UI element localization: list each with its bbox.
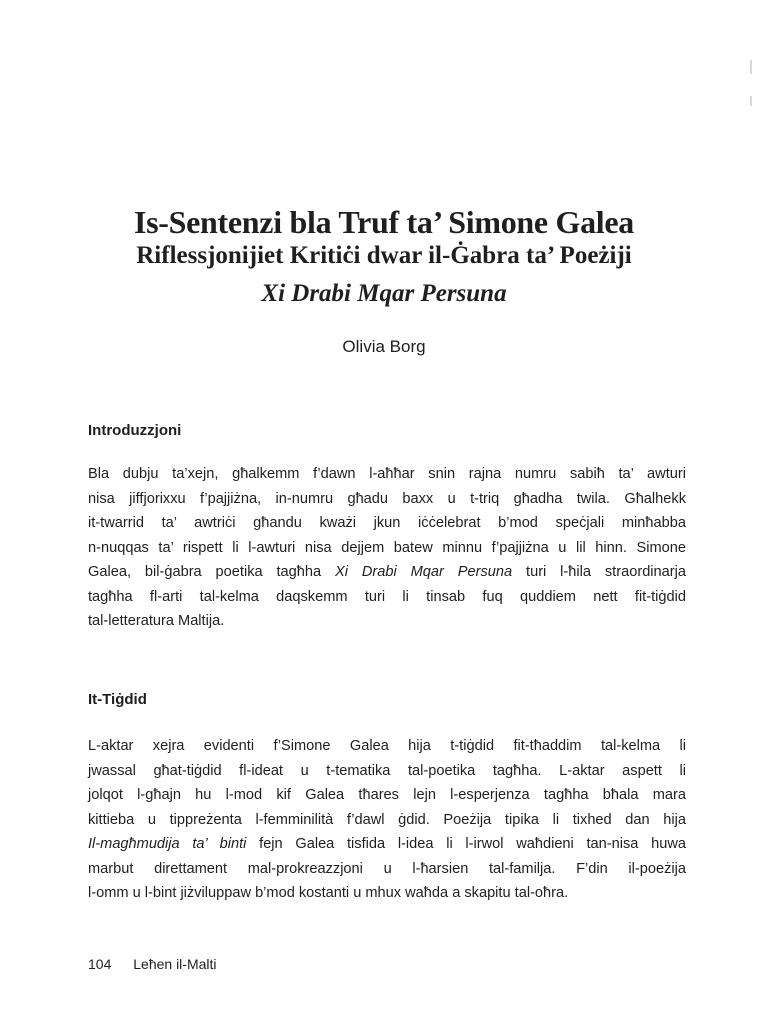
paragraph-text: tal-letteratura Maltija. [88, 613, 225, 629]
paragraph-text: fejn Galea tisfida l-idea li l-irwol waħdieni tan-nisa huwa [246, 836, 686, 852]
paragraph-line [88, 832, 686, 857]
introduction-paragraph [88, 462, 686, 634]
paragraph-line [88, 759, 686, 784]
renewal-paragraph [88, 734, 686, 906]
scan-edge-mark [750, 96, 752, 106]
paragraph-text: jwassal għat-tiġdid fl-ideat u t-tematika tal-poetika tagħha. L-aktar aspett li [88, 762, 686, 779]
paragraph-text: Galea, bil-ġabra poetika tagħha [88, 564, 336, 580]
paragraph-line [88, 734, 686, 759]
paragraph-line [88, 560, 686, 585]
collection-title: Xi Drabi Mqar Persuna [261, 280, 507, 307]
section-heading-introduction: Introduzzjoni [88, 422, 182, 439]
author-name: Olivia Borg [342, 337, 426, 356]
page-footer [88, 954, 217, 974]
paragraph-line [88, 511, 686, 536]
article-title: Is-Sentenzi bla Truf ta’ Simone Galea [133, 204, 634, 240]
paragraph-line [88, 536, 686, 561]
italic-title-text: Il-magħmudija ta’ binti [88, 836, 247, 852]
paragraph-text: l-omm u l-bint jiżviluppaw b’mod kostanti u mhux waħda a skapitu tal-oħra. [88, 885, 569, 901]
article-subtitle: Riflessjonijiet Kritiċi dwar il-Ġabra ta’ Poeżiji [136, 242, 632, 269]
paragraph-text: turi l-ħila straordinarja [512, 564, 686, 580]
paragraph-line [88, 487, 686, 512]
publication-name: Leħen il-Malti [133, 956, 217, 972]
paragraph-text: Bla dubju ta’xejn, għalkemm f’dawn l-aħħar snin rajna numru sabiħ ta’ awturi [88, 466, 686, 482]
italic-title-text: Xi Drabi Mqar Persuna [335, 564, 513, 580]
page-number: 104 [88, 956, 112, 972]
paragraph-line [88, 857, 686, 882]
paragraph-text: L-aktar xejra evidenti f’Simone Galea hija t-tiġdid fit-tħaddim tal-kelma li [88, 738, 686, 754]
paragraph-line [88, 783, 686, 808]
paragraph-line [88, 609, 686, 634]
paragraph-line [88, 462, 686, 487]
section-heading-renewal: It-Tiġdid [88, 691, 147, 708]
paragraph-line [88, 808, 686, 833]
paragraph-line [88, 881, 686, 906]
paragraph-text: nisa jiffjorixxu f’pajjiżna, in-numru għadu baxx u t-triq għadha twila. Għalhekk [88, 490, 686, 507]
paragraph-text: marbut direttament mal-prokreazzjoni u l-ħarsien tal-familja. F’din il-poeżija [88, 860, 686, 877]
paragraph-text: kittieba u tippreżenta l-femminilità f’dawl ġdid. Poeżija tipika li tixhed dan hija [88, 811, 686, 828]
paragraph-text: n-nuqqas ta’ rispett li l-awturi nisa dejjem batew minnu f’pajjiżna u lil hinn. Simone [88, 539, 686, 556]
paragraph-line [88, 585, 686, 610]
paragraph-text: jolqot l-għajn hu l-mod kif Galea tħares lejn l-esperjenza tagħha bħala mara [88, 787, 686, 803]
paragraph-text: tagħha fl-arti tal-kelma daqskemm turi li tinsab fuq quddiem nett fit-tiġdid [88, 588, 686, 605]
scan-edge-mark [750, 60, 752, 74]
paragraph-text: it-twarrid ta’ awtriċi għandu kważi jkun iċċelebrat b’mod speċjali minħabba [88, 515, 686, 531]
